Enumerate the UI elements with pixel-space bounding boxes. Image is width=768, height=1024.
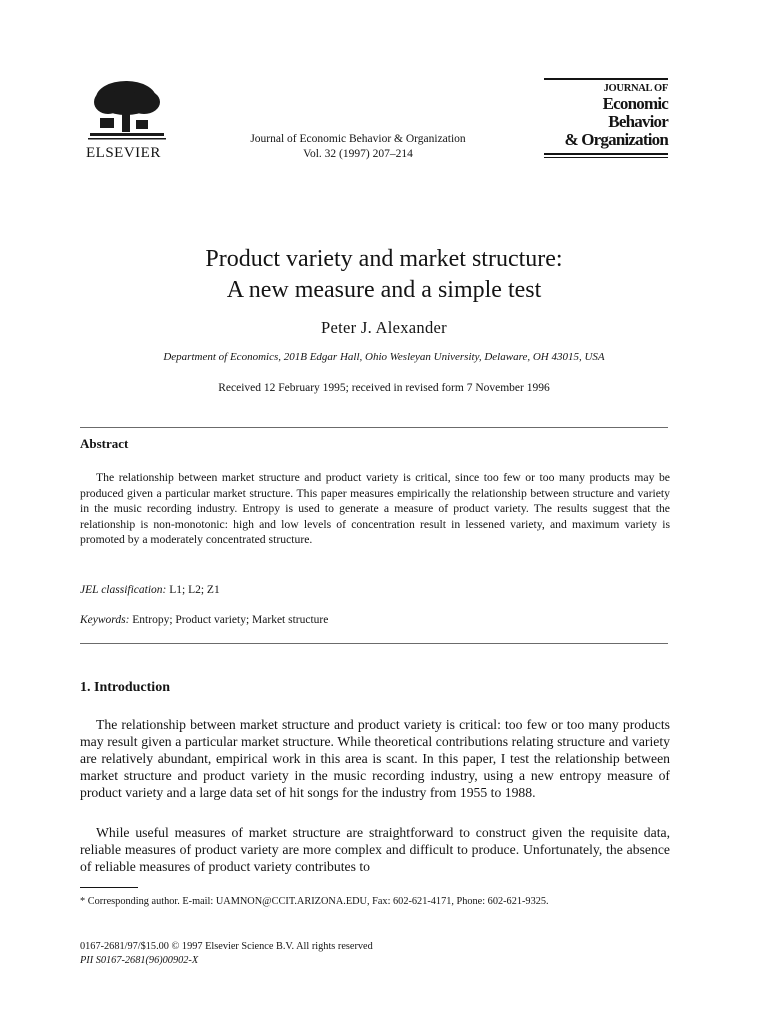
- footnote-rule: [80, 887, 138, 888]
- keywords-label: Keywords:: [80, 614, 130, 626]
- keywords: [80, 614, 328, 626]
- body-paragraph: While useful measures of market structure are straightforward to construct given the requisite data, reliable measures of product variety are more complex and difficult to produce. Unfortunately, the absence of reliable measures of product variety contributes to: [80, 825, 670, 874]
- pii-line: PII S0167-2681(96)00902-X: [80, 955, 199, 966]
- jel-label: JEL classification:: [80, 584, 167, 596]
- abstract-text: The relationship between market structure and product variety is critical, since too few or too many products may be produced given a particular market structure. This paper measures empirically the relationship between structure and variety in the music recording industry. Entropy is used to generate a measure of product variety. The results suggest that the relationship is non-monotonic: high and low levels of concentration result in lessened variety, and maximum variety is promoted by a moderately concentrated structure.: [80, 471, 670, 547]
- received-dates: Received 12 February 1995; received in revised form 7 November 1996: [218, 382, 550, 394]
- title-line-1: Product variety and market structure:: [205, 246, 563, 272]
- journal-name: Journal of Economic Behavior & Organization: [250, 133, 466, 145]
- body-paragraph: The relationship between market structure and product variety is critical: too few or too many products may result given a particular market structure. While theoretical contributions relating structure and variety are relatively abundant, empirical work in this area is scant. In this paper, I test the relationship between market structure and product variety in the music recording industry, using a new entropy measure of product variety and a large data set of hit songs for the industry from 1955 to 1988.: [80, 717, 670, 800]
- brand-rule: [544, 157, 668, 158]
- journal-citation: [198, 132, 518, 162]
- brand-rule: [544, 78, 668, 80]
- publisher-name: ELSEVIER: [86, 145, 161, 161]
- title-line-2: A new measure and a simple test: [226, 277, 542, 303]
- footnote: * Corresponding author. E-mail: UAMNON@CCIT.ARIZONA.EDU, Fax: 602-621-4171, Phone: 602-621-9325.: [80, 896, 549, 907]
- divider: [80, 643, 668, 644]
- author-name: Peter J. Alexander: [321, 318, 447, 337]
- keywords-value: Entropy; Product variety; Market structure: [129, 614, 329, 626]
- article-title: [80, 244, 688, 306]
- brand-kicker: JOURNAL OF: [603, 83, 668, 94]
- brand-line-2: & Organization: [564, 130, 668, 149]
- brand-rule: [544, 153, 668, 155]
- elsevier-logo: [86, 78, 168, 142]
- author-affiliation: Department of Economics, 201B Edgar Hall, Ohio Wesleyan University, Delaware, OH 43015, USA: [163, 351, 605, 363]
- copyright-block: [80, 940, 373, 968]
- jel-classification: [80, 584, 220, 596]
- jel-value: L1; L2; Z1: [166, 584, 220, 596]
- divider: [80, 427, 668, 428]
- journal-brand: [540, 78, 668, 158]
- copyright-line: 0167-2681/97/$15.00 © 1997 Elsevier Science B.V. All rights reserved: [80, 941, 373, 952]
- section-heading: 1. Introduction: [80, 680, 170, 695]
- volume-info: Vol. 32 (1997) 207–214: [303, 148, 413, 160]
- abstract-heading: Abstract: [80, 436, 129, 451]
- brand-line-1: Economic Behavior: [602, 94, 668, 131]
- elsevier-tree-icon: [86, 78, 168, 142]
